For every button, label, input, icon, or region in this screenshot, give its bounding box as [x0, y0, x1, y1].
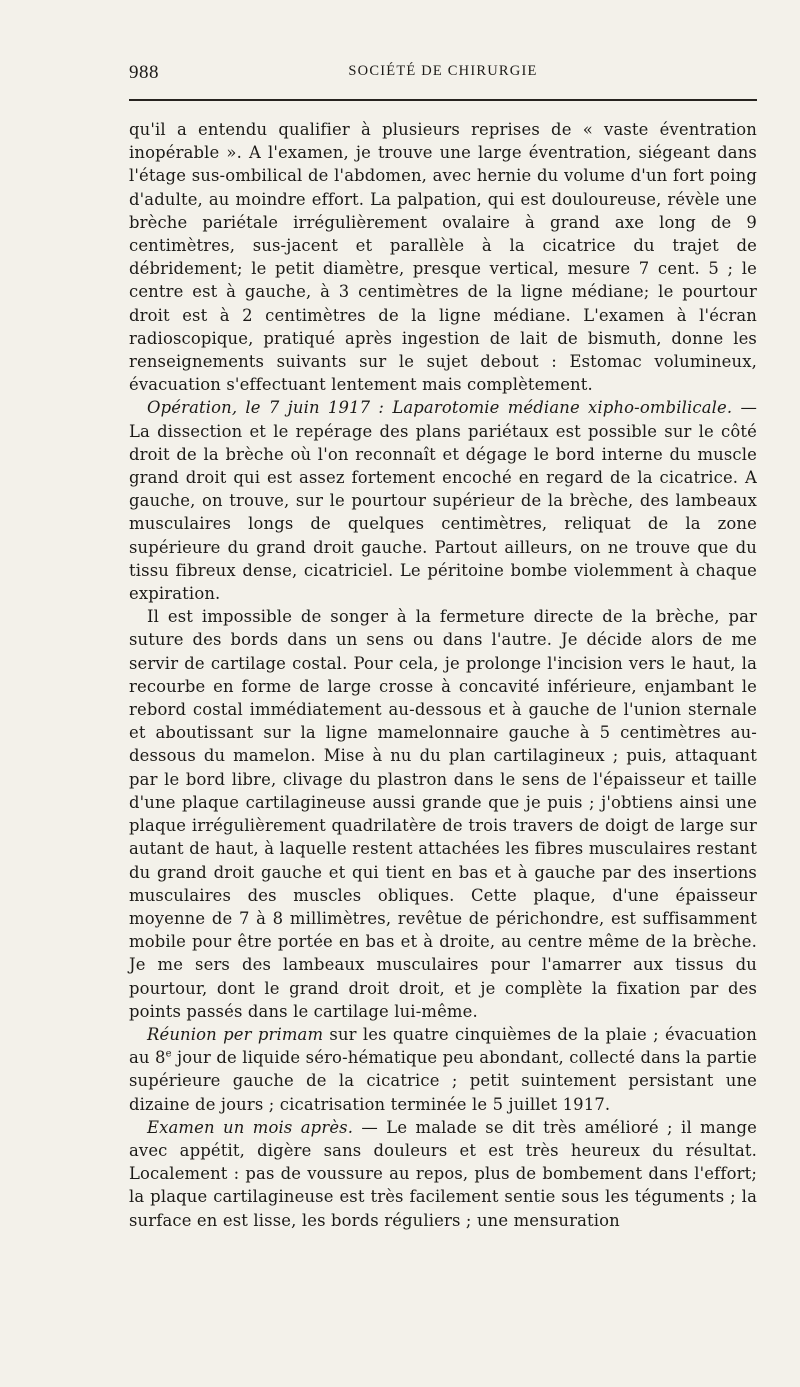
body-text — [129, 118, 757, 1232]
page-header — [129, 60, 757, 84]
paragraph-reunion-text-a: sur les quatre cinquièmes de la plaie ; évacuation au 8 — [129, 1024, 757, 1068]
header-rule — [129, 99, 757, 101]
paragraph-operation-text: — La dissection et le repérage des plans pariétaux est possible sur le côté droit de la brèche où l'on reconnaît et dégage le bord interne du muscle grand droit qui est assez fortement encoché en regard de la cicatrice. A gauche, on trouve, sur le pourtour supérieur de la brèche, des lambeaux musculaires longs de quelques centimètres, reliquat de la zone supérieure du grand droit gauche. Partout ailleurs, on ne trouve que du tissu fibreux dense, cicatriciel. Le péritoine bombe violemment à chaque expiration. — [129, 398, 757, 604]
paragraph-procedure-text: Il est impossible de songer à la fermeture directe de la brèche, par suture des bords dans un sens ou dans l'autre. Je décide alors de me servir de cartilage costal. Pour cela, je prolonge l'incision vers le haut, la recourbe en forme de large crosse à concavité inférieure, enjambant le rebord costal immédiatement au-dessous et à gauche de l'union sternale et aboutissant sur la ligne mamelonnaire gauche à 5 centimètres au-dessous du mamelon. Mise à nu du plan cartilagineux ; puis, attaquant par le bord libre, clivage du plastron dans le sens de l'épaisseur et taille d'une plaque cartilagineuse aussi grande que je puis ; j'obtiens ainsi une plaque irrégulièrement quadrilatère de trois travers de doigt de large sur autant de haut, à laquelle restent attachées les fibres musculaires restant du grand droit gauche et qui tient en bas et à gauche par des insertions musculaires des muscles obliques. Cette plaque, d'une épaisseur moyenne de 7 à 8 millimètres, revêtue de périchondre, est suffisamment mobile pour être portée en bas et à droite, au centre même de la brèche. Je me sers des lambeaux musculaires pour l'amarrer aux tissus du pourtour, dont le grand droit droit, et je complète la fixation par des points passés dans le cartilage lui-même. — [129, 607, 757, 1021]
paragraph-1-text: qu'il a entendu qualifier à plusieurs reprises de « vaste éventration inopérable ». A l'examen, je trouve une large éventration, siégeant dans l'étage sus-ombilical de l'abdomen, avec hernie du volume d'un fort poing d'adulte, au moindre effort. La palpation, qui est douloureuse, révèle une brèche pariétale irrégulièrement ovalaire à grand axe long de 9 centimètres, sus-jacent et parallèle à la cicatrice du trajet de débridement; le petit diamètre, presque vertical, mesure 7 cent. 5 ; le centre est à gauche, à 3 centimètres de la ligne médiane; le pourtour droit est à 2 centimètres de la ligne médiane. L'examen à l'écran radioscopique, pratiqué après ingestion de lait de bismuth, donne les renseignements suivants sur le sujet debout : Estomac volumineux, évacuation s'effectuant lentement mais complètement. — [129, 120, 757, 395]
paragraph-1 — [129, 118, 757, 396]
paragraph-operation-lead: Opération, le 7 juin 1917 : Laparotomie médiane xipho-ombilicale. — [147, 398, 733, 418]
paragraph-examen-text: — Le malade se dit très amélioré ; il mange avec appétit, digère sans douleurs et est très heureux du résultat. Localement : pas de voussure au repos, plus de bombement dans l'effort; la plaque cartilagineuse est très facilement sentie sous les téguments ; la surface en est lisse, les bords réguliers ; une mensuration — [129, 1117, 757, 1230]
running-title: SOCIÉTÉ DE CHIRURGIE — [348, 63, 538, 79]
paragraph-reunion-lead: Réunion per primam — [147, 1024, 324, 1044]
paragraph-examen — [129, 1116, 757, 1232]
paragraph-reunion-text-b: jour de liquide séro-hématique peu abondant, collecté dans la partie supérieure gauche de la cicatrice ; petit suintement persistant une dizaine de jours ; cicatrisation terminée le 5 juillet 1917. — [129, 1048, 757, 1114]
ordinal-superscript: e — [165, 1048, 172, 1060]
paragraph-operation — [129, 396, 757, 605]
paragraph-reunion — [129, 1023, 757, 1116]
paragraph-examen-lead: Examen un mois après. — [147, 1117, 354, 1137]
paragraph-procedure — [129, 605, 757, 1023]
page-number: 988 — [129, 62, 159, 83]
